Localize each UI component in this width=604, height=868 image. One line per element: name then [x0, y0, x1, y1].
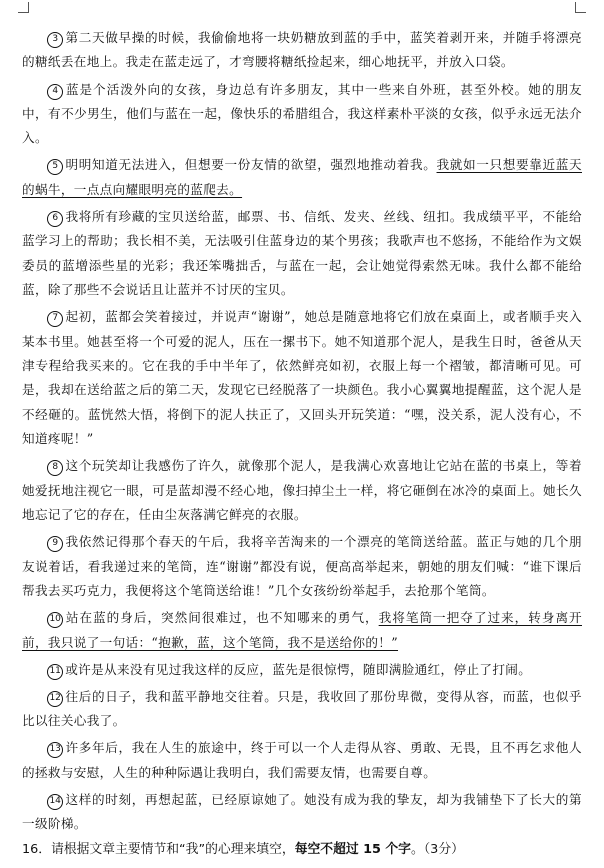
paragraph-text: 明明知道无法进入，但想要一份友情的欲望，强烈地推动着我。: [65, 157, 437, 173]
paragraph: [22, 305, 582, 451]
paragraph-number-circle: 9: [47, 536, 63, 552]
article-body: [22, 26, 582, 837]
question-16: [22, 839, 582, 861]
paragraph-number-circle: 3: [47, 32, 63, 48]
paragraph: [22, 205, 582, 303]
paragraph-number-circle: 11: [47, 664, 63, 680]
paragraph-text: 这个玩笑却让我感伤了许久，就像那个泥人，是我满心欢喜地让它站在蓝的书桌上，等着她爱抚地注视它一眼，可是蓝却漫不经心地，像扫掉尘土一样，将它砸倒在冰冷的桌面上。她长久地忘记了它的存在，任由尘灰落满它鲜亮的衣服。: [22, 458, 582, 523]
underlined-sentence: 我将笔筒一把夺了过来，转身离开前，我只说了一句话：“抱歉，蓝，这个笔筒，我不是送给你的！”: [22, 610, 582, 650]
question-bold-requirement: 每空不超过 15 个字: [294, 842, 411, 858]
paragraph-number-circle: 7: [47, 311, 63, 327]
paragraph: [22, 606, 582, 655]
paragraph-text: 我依然记得那个春天的午后，我将辛苦淘来的一个漂亮的笔筒送给蓝。蓝正与她的几个朋友说着话，看我递过来的笔筒，连“谢谢”都没有说，便高高举起来，朝她的朋友们喊：“谁下课后帮我去买巧克力，我便将这个笔筒送给谁！”几个女孩纷纷举起手，去抢那个笔筒。: [22, 534, 582, 599]
crop-mark-top-left: [18, 2, 29, 13]
paragraph-text: 站在蓝的身后，突然间很难过，也不知哪来的勇气，: [65, 610, 379, 626]
paragraph-text: 第二天做早操的时候，我偷偷地将一块奶糖放到蓝的手中，蓝笑着剥开来，并随手将漂亮的糖纸丢在地上。我走在蓝走远了，才弯腰将糖纸捡起来，细心地抚平，并放入口袋。: [22, 30, 582, 70]
paragraph: [22, 658, 582, 682]
paragraph: [22, 685, 582, 734]
paragraph-text: 蓝是个活泼外向的女孩，身边总有许多朋友，其中一些来自外班，甚至外校。她的朋友中，有不少男生，他们与蓝在一起，像快乐的希腊组合，我这样素朴平淡的女孩，似乎永远无法介入。: [22, 81, 582, 146]
question-suffix: 。（3分）: [410, 842, 464, 858]
paragraph-number-circle: 8: [47, 460, 63, 476]
paragraph-number-circle: 14: [47, 794, 63, 810]
document-page: [22, 26, 582, 861]
paragraph-number-circle: 10: [47, 612, 63, 628]
paragraph: [22, 788, 582, 837]
paragraph: [22, 454, 582, 527]
paragraph-text: 起初，蓝都会笑着接过，并说声“谢谢”，她总是随意地将它们放在桌面上，或者顺手夹入某本书里。她甚至将一个可爱的泥人，压在一摞书下。她不知道那个泥人，是我生日时，爸爸从天津专程给我买来的。它在我的手中半年了，依然鲜亮如初，衣服上每一个褶皱，都清晰可见。可是，我却在送给蓝之后的第二天，发现它已经脱落了一块颜色。我小心翼翼地提醒蓝，这个泥人是不经砸的。蓝恍然大悟，将倒下的泥人扶正了，又回头开玩笑道：“嘿，没关系，泥人没有心，不知道疼呢！”: [22, 309, 582, 447]
paragraph-text: 许多年后，我在人生的旅途中，终于可以一个人走得从容、勇敢、无畏，且不再乞求他人的拯救与安慰，人生的种种际遇让我明白，我们需要友情，也需要自尊。: [22, 740, 582, 780]
paragraph-text: 往后的日子，我和蓝平静地交往着。只是，我收回了那份卑微，变得从容，而蓝，也似乎比以往关心我了。: [22, 688, 582, 729]
paragraph: [22, 530, 582, 603]
paragraph-text: 这样的时刻，再想起蓝，已经原谅她了。她没有成为我的挚友，却为我铺垫下了长大的第一级阶梯。: [22, 791, 582, 832]
paragraph-number-circle: 12: [47, 691, 63, 707]
paragraph-text: 或许是从来没有见过我这样的反应，蓝先是很惊愕，随即满脸通红，停止了打闹。: [65, 661, 532, 677]
crop-mark-top-right: [575, 2, 586, 13]
paragraph: [22, 78, 582, 151]
paragraph: [22, 26, 582, 75]
paragraph: [22, 153, 582, 202]
paragraph-number-circle: 5: [47, 159, 63, 175]
paragraph-number-circle: 6: [47, 211, 63, 227]
question-prefix: 16．请根据文章主要情节和“我”的心理来填空，: [22, 842, 295, 858]
paragraph-text: 我将所有珍藏的宝贝送给蓝，邮票、书、信纸、发夹、丝线、纽扣。我成绩平平，不能给蓝学习上的帮助；我长相不美，无法吸引住蓝身边的某个男孩；我歌声也不悠扬，不能给作为文娱委员的蓝增添些星的光彩；我还笨嘴拙舌，与蓝在一起，会让她觉得索然无味。我什么都不能给蓝，除了那些不会说话且让蓝并不讨厌的宝贝。: [22, 208, 582, 298]
paragraph-number-circle: 13: [47, 742, 63, 758]
paragraph: [22, 736, 582, 785]
underlined-sentence: 我就如一只想要靠近蓝天的蜗牛，一点点向耀眼明亮的蓝爬去。: [22, 157, 582, 197]
paragraph-number-circle: 4: [47, 84, 63, 100]
